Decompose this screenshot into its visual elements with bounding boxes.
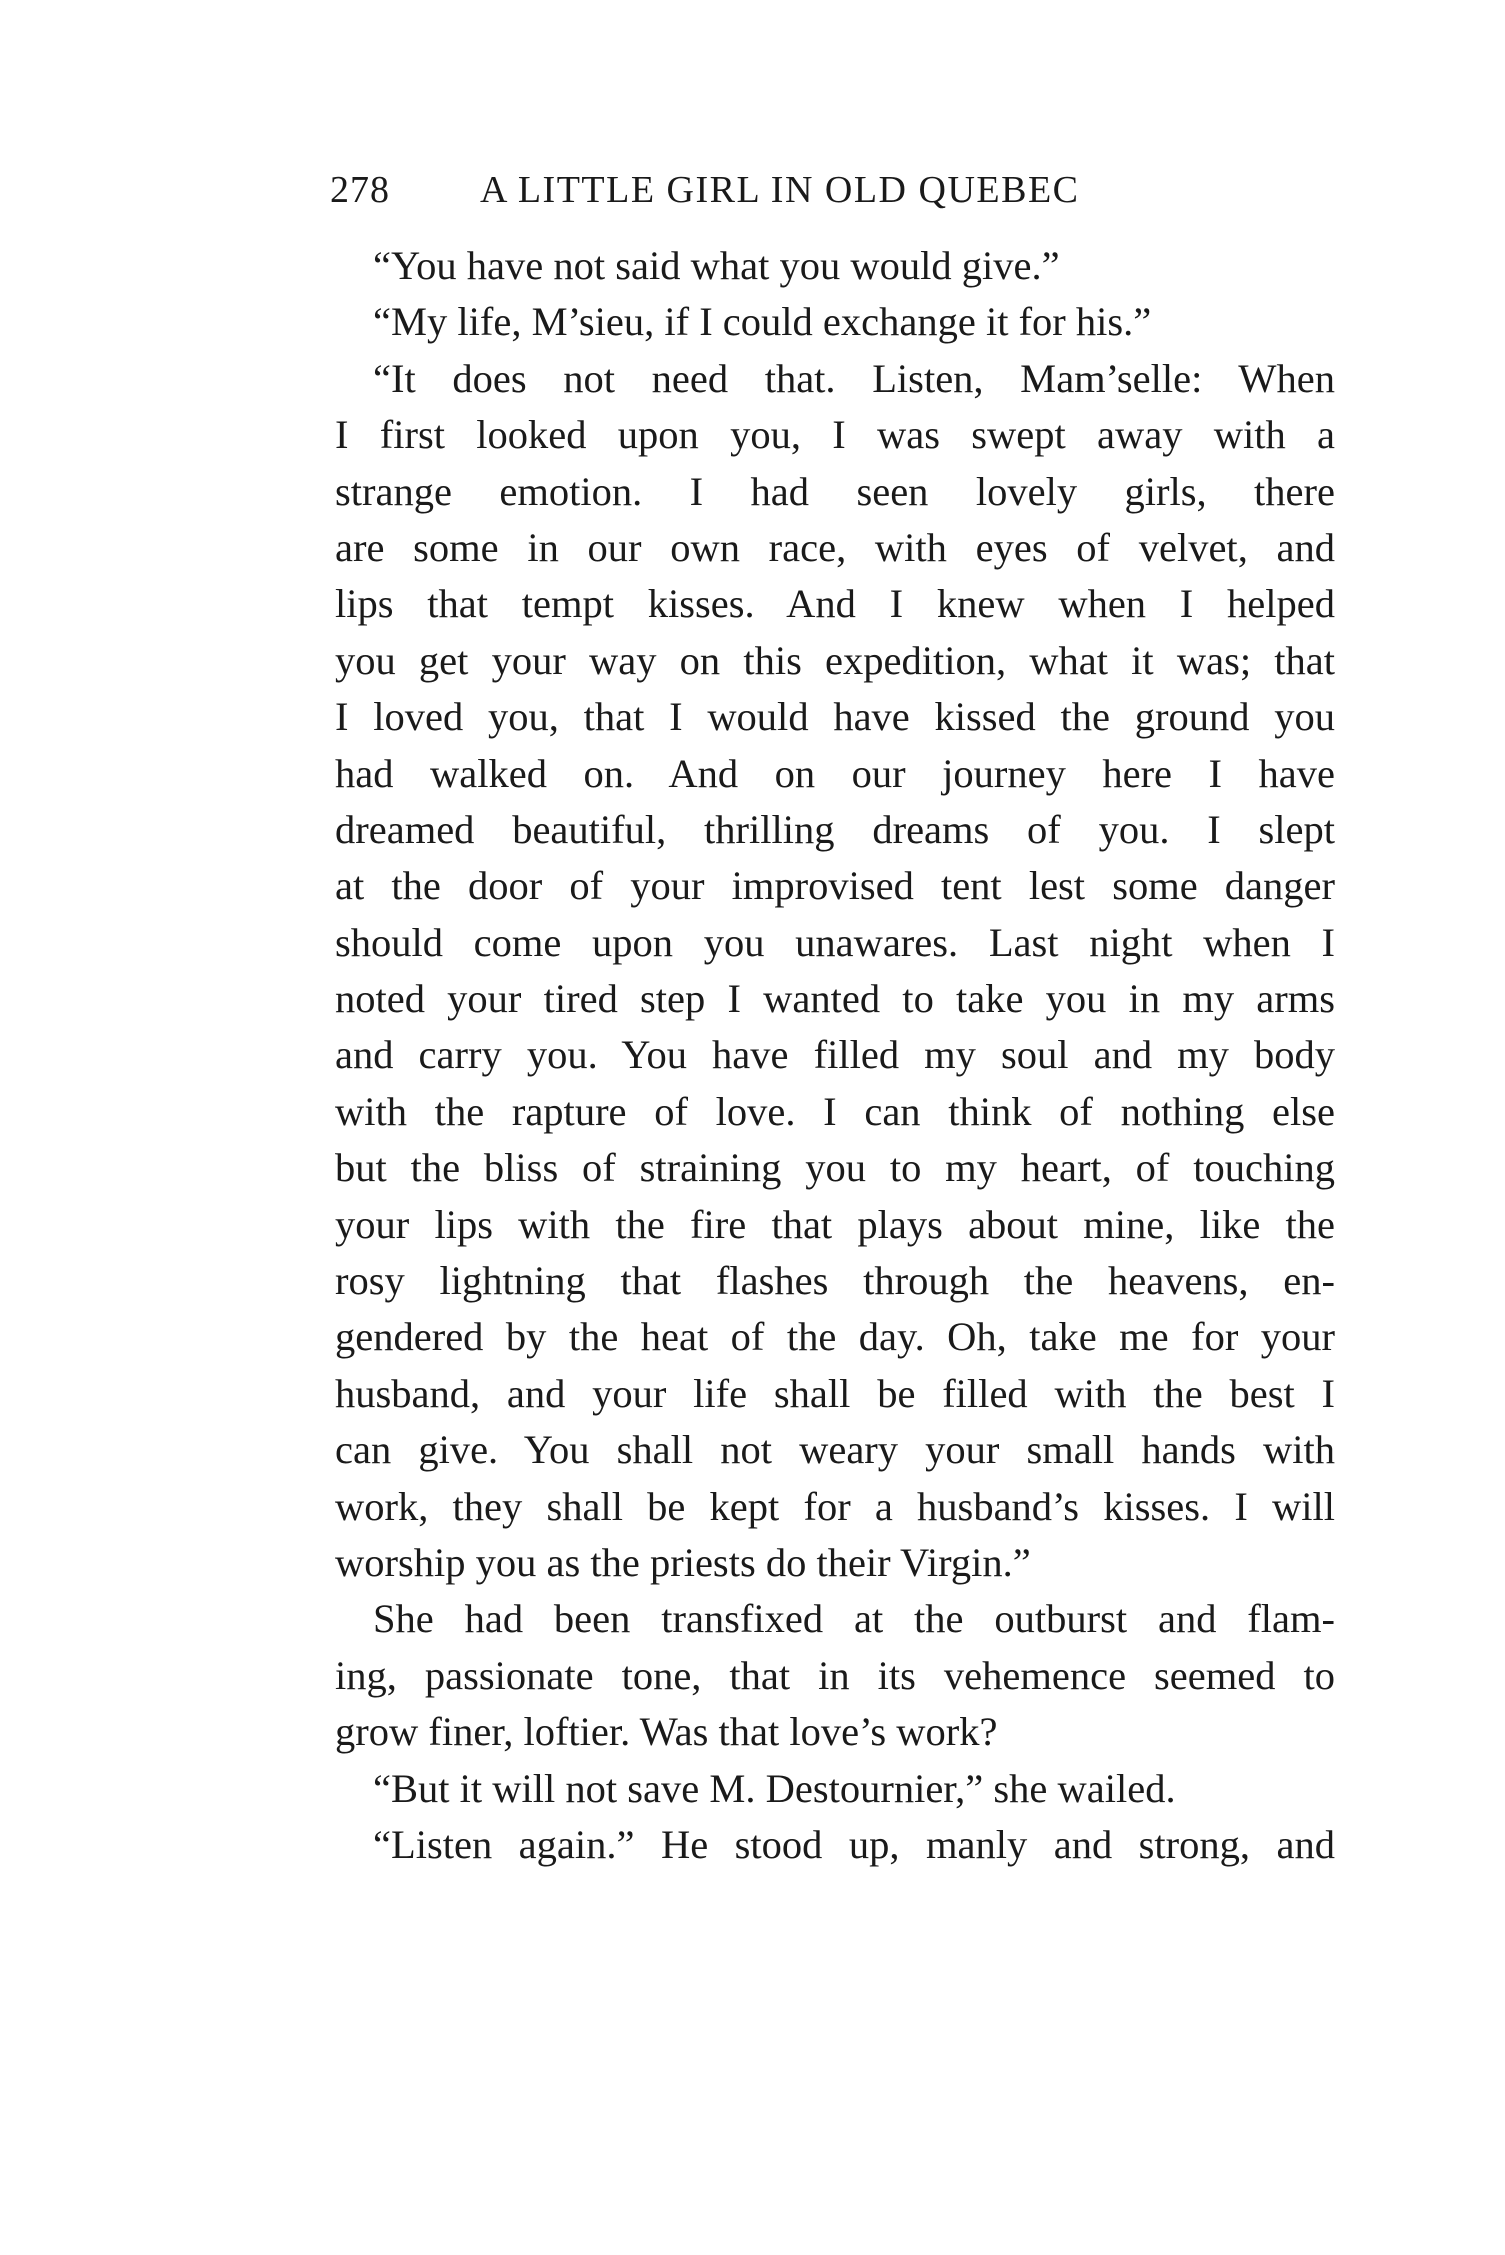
text-line: your lips with the fire that plays about mine, like the xyxy=(335,1201,1335,1247)
text-line: at the door of your improvised tent lest some danger xyxy=(335,863,1335,909)
body-text xyxy=(335,238,1335,1873)
text-line: strange emotion. I had seen lovely girls, there xyxy=(335,468,1335,514)
text-line: gendered by the heat of the day. Oh, take me for your xyxy=(335,1314,1335,1360)
text-line: She had been transfixed at the outburst and flam- xyxy=(373,1596,1335,1642)
text-line: “It does not need that. Listen, Mam’selle: When xyxy=(373,355,1335,401)
text-line: “You have not said what you would give.” xyxy=(373,243,1060,288)
text-line: “But it will not save M. Destournier,” she wailed. xyxy=(373,1765,1176,1811)
text-line: with the rapture of love. I can think of nothing else xyxy=(335,1088,1335,1134)
text-line: “My life, M’sieu, if I could exchange it for his.” xyxy=(373,299,1152,345)
running-title: A LITTLE GIRL IN OLD QUEBEC xyxy=(480,169,1080,211)
text-line: work, they shall be kept for a husband’s kisses. I will xyxy=(335,1483,1335,1529)
text-line: grow finer, loftier. Was that love’s work? xyxy=(335,1709,998,1755)
text-line: rosy lightning that flashes through the heavens, en- xyxy=(335,1258,1335,1304)
running-head xyxy=(330,168,1340,228)
text-line: had walked on. And on our journey here I have xyxy=(335,750,1335,796)
text-line: noted your tired step I wanted to take you in my arms xyxy=(335,976,1335,1022)
text-line: can give. You shall not weary your small hands with xyxy=(335,1427,1335,1473)
text-line: I loved you, that I would have kissed the ground you xyxy=(335,694,1335,740)
text-line: husband, and your life shall be filled with the best I xyxy=(335,1370,1335,1416)
text-line: dreamed beautiful, thrilling dreams of you. I slept xyxy=(335,806,1335,852)
text-line: and carry you. You have filled my soul and my body xyxy=(335,1032,1335,1078)
text-line: I first looked upon you, I was swept away with a xyxy=(335,412,1335,458)
text-line: you get your way on this expedition, what it was; that xyxy=(335,637,1335,683)
text-line: worship you as the priests do their Virgin.” xyxy=(335,1539,1031,1585)
text-line: “Listen again.” He stood up, manly and strong, and xyxy=(373,1821,1335,1867)
text-line: should come upon you unawares. Last night when I xyxy=(335,919,1335,965)
text-line: but the bliss of straining you to my heart, of touching xyxy=(335,1145,1335,1191)
text-line: ing, passionate tone, that in its vehemence seemed to xyxy=(335,1652,1335,1698)
text-line: lips that tempt kisses. And I knew when I helped xyxy=(335,581,1335,627)
text-line: are some in our own race, with eyes of velvet, and xyxy=(335,524,1335,570)
page-number: 278 xyxy=(330,169,390,211)
